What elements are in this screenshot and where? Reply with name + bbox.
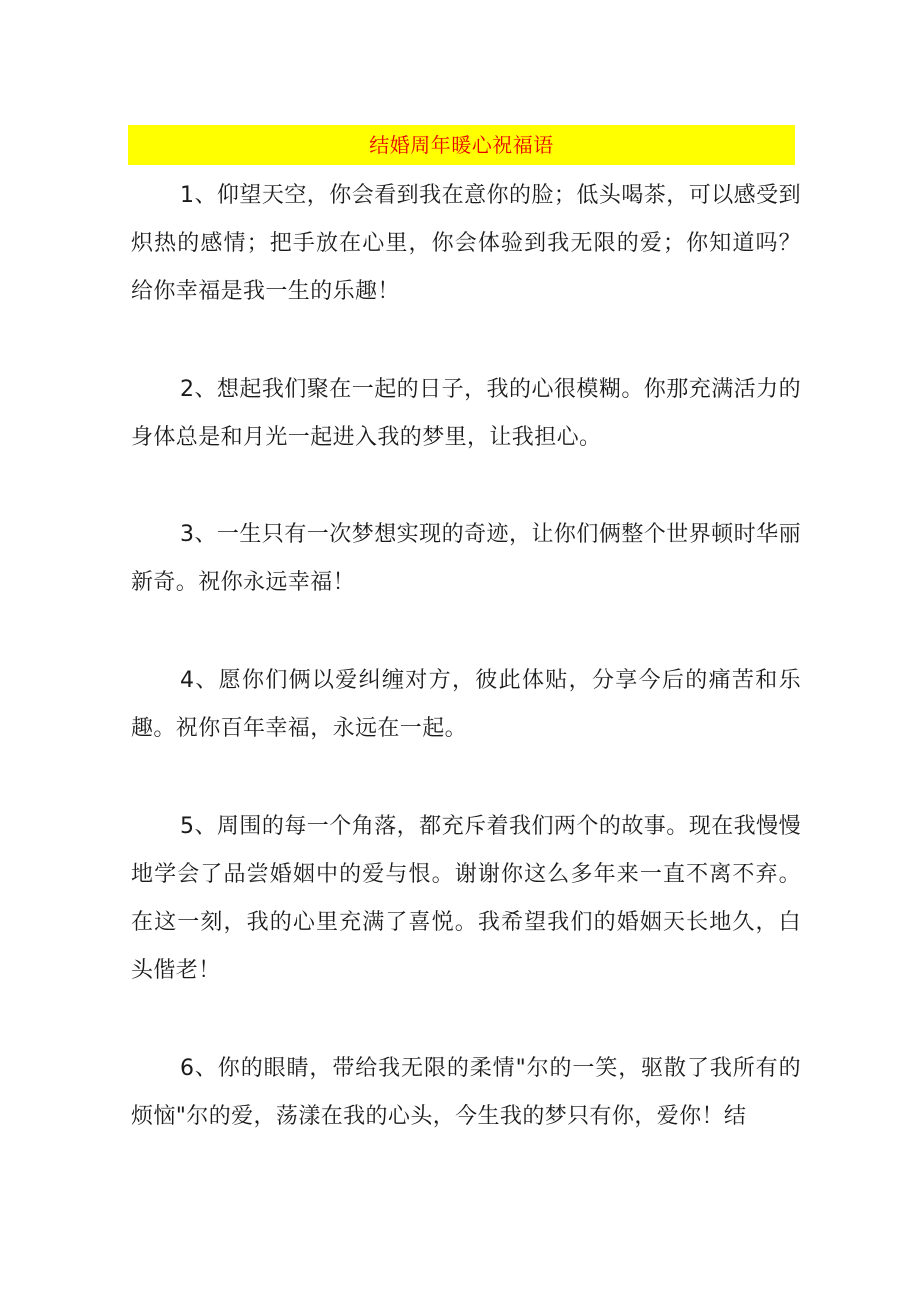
paragraph-2: 2、想起我们聚在一起的日子，我的心很模糊。你那充满活力的身体总是和月光一起进入我的梦里，让我担心。 xyxy=(131,377,801,450)
paragraph-6: 6、你的眼睛，带给我无限的柔情"尔的一笑，驱散了我所有的烦恼"尔的爱，荡漾在我的心头，今生我的梦只有你，爱你！结 xyxy=(131,1056,801,1129)
paragraph-5: 5、周围的每一个角落，都充斥着我们两个的故事。现在我慢慢地学会了品尝婚姻中的爱与恨。谢谢你这么多年来一直不离不弃。在这一刻，我的心里充满了喜悦。我希望我们的婚姻天长地久，白头偕老！ xyxy=(131,814,801,983)
paragraph-3: 3、一生只有一次梦想实现的奇迹，让你们俩整个世界顿时华丽新奇。祝你永远幸福！ xyxy=(131,522,801,595)
title-highlight-bar xyxy=(128,125,795,165)
paragraph-1: 1、仰望天空，你会看到我在意你的脸；低头喝茶，可以感受到炽热的感情；把手放在心里，你会体验到我无限的爱；你知道吗？给你幸福是我一生的乐趣！ xyxy=(131,183,801,304)
page-title: 结婚周年暖心祝福语 xyxy=(369,133,554,157)
paragraph-4: 4、愿你们俩以爱纠缠对方，彼此体贴，分享今后的痛苦和乐趣。祝你百年幸福，永远在一起。 xyxy=(131,668,801,741)
